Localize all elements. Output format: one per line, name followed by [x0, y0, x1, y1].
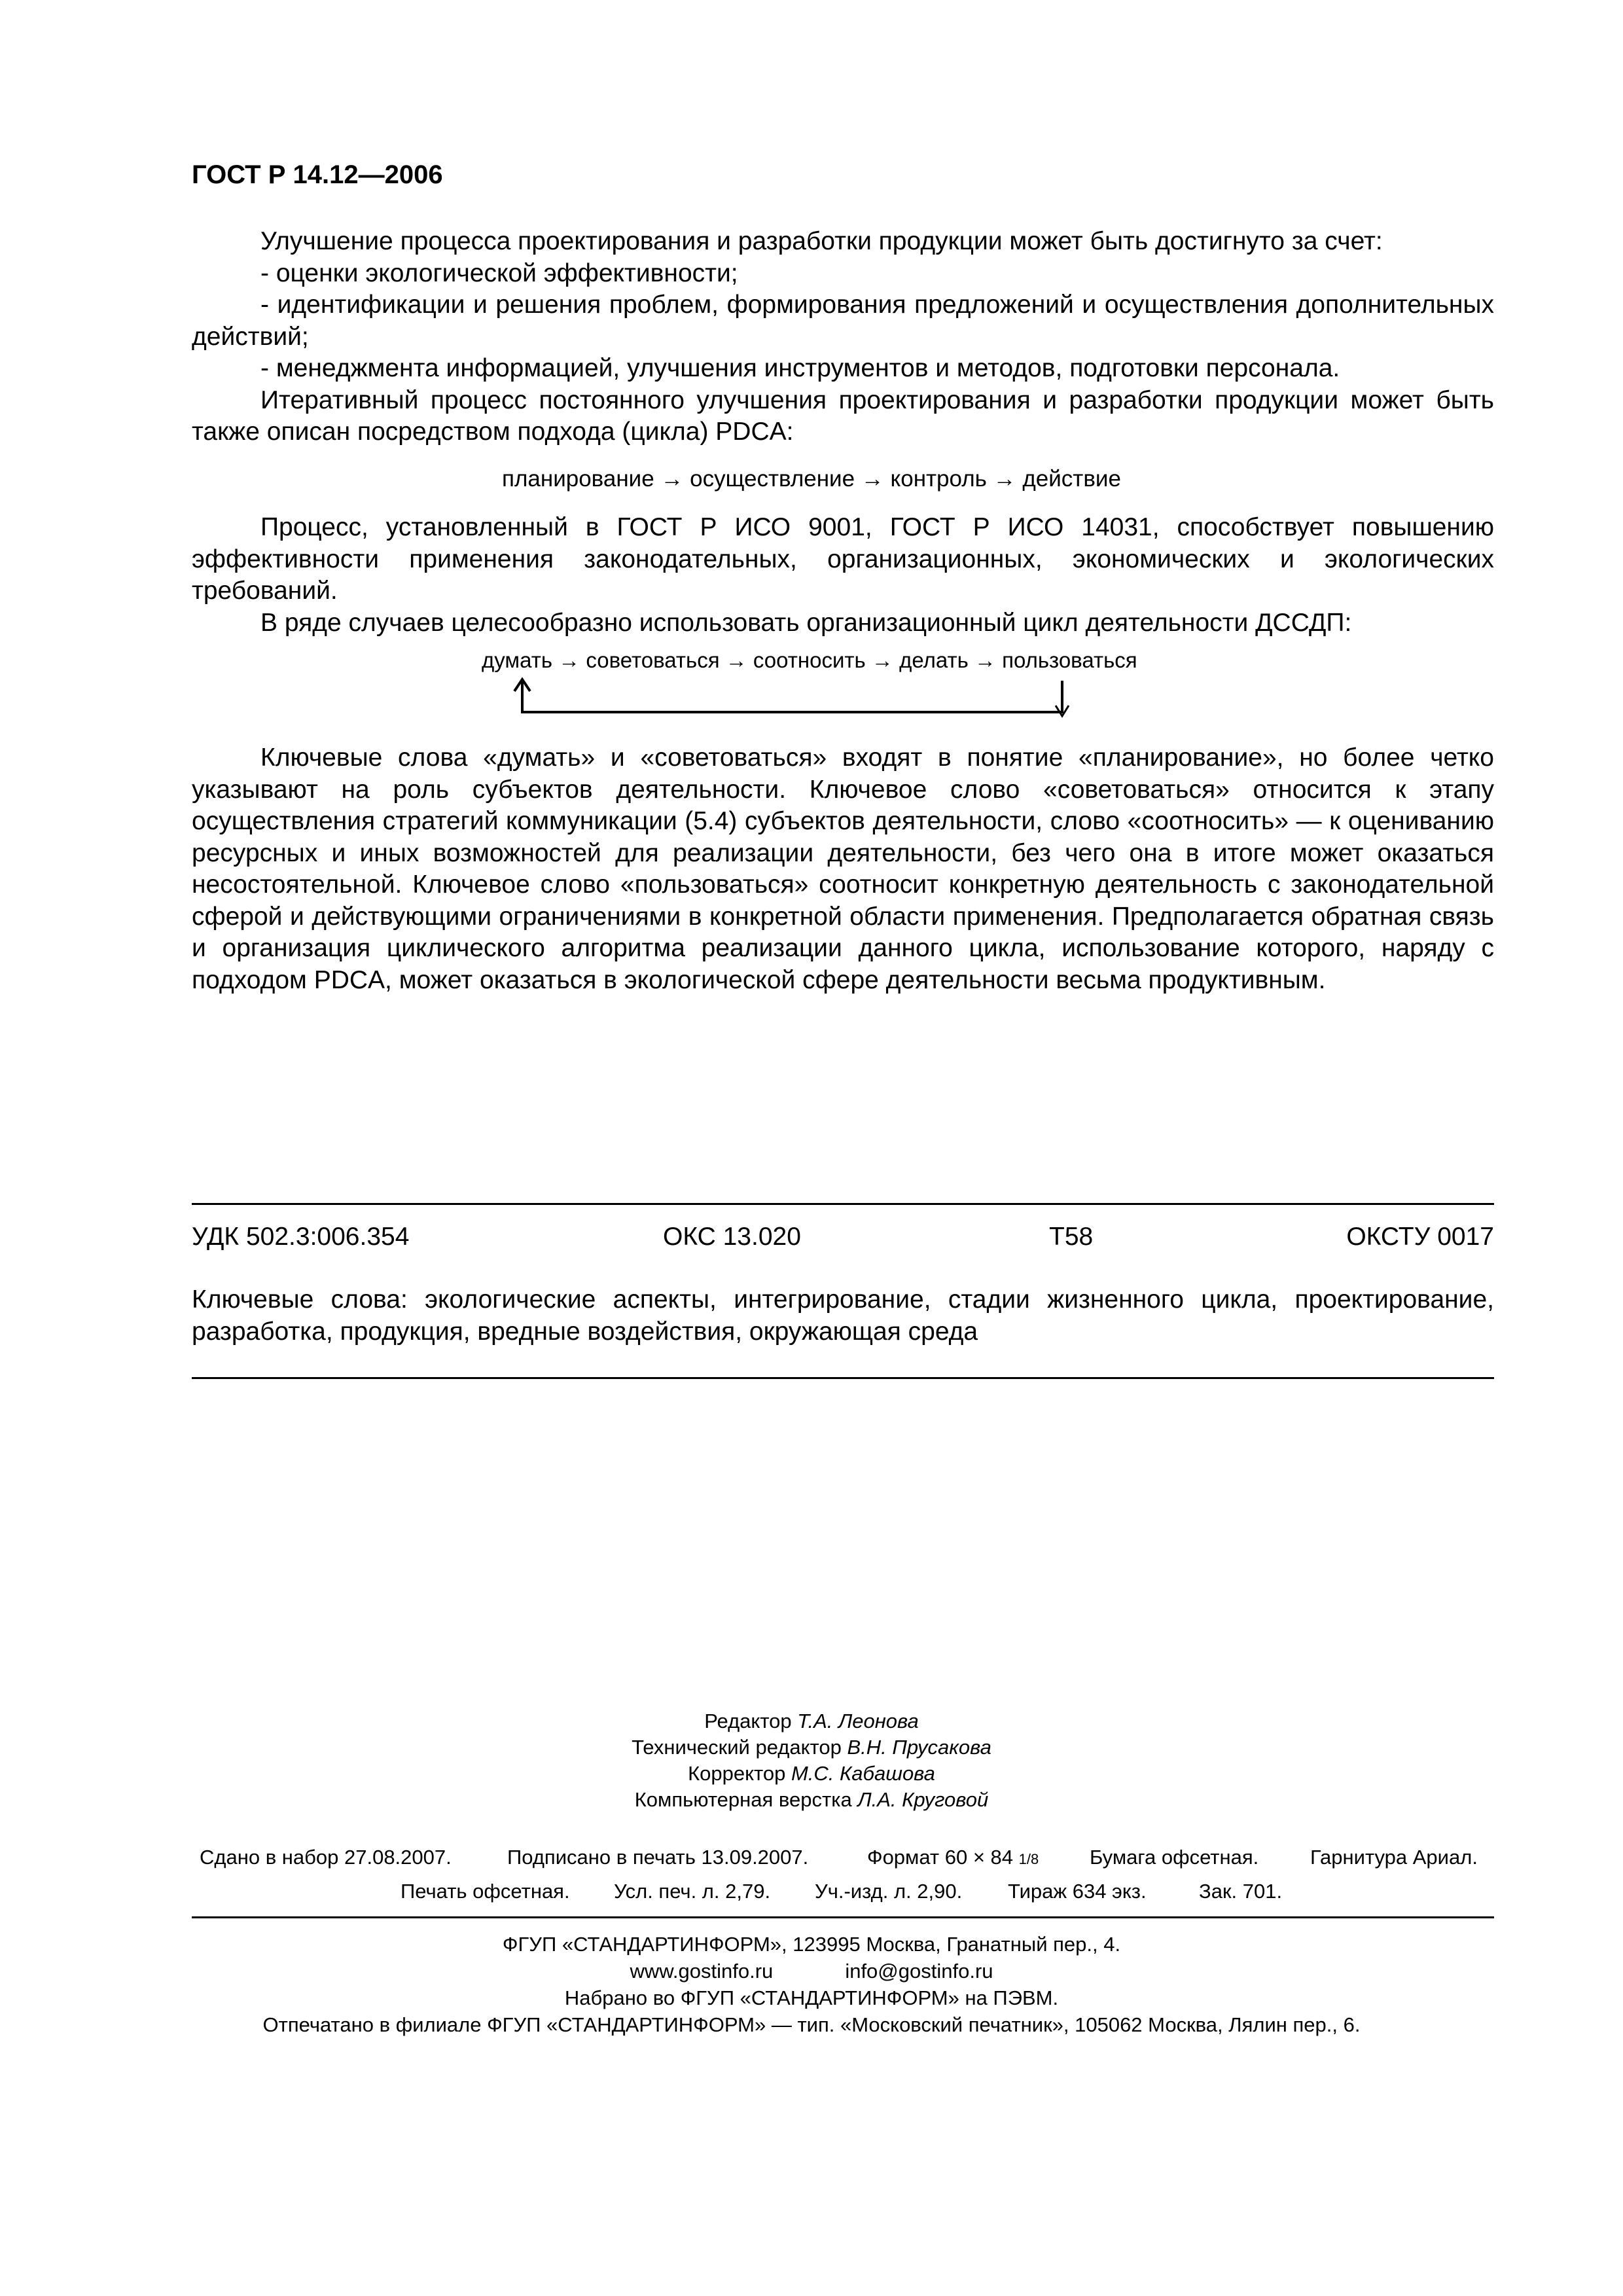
- format-info: Формат 60 × 84 1/8: [867, 1846, 1039, 1869]
- document-header: ГОСТ Р 14.12—2006: [192, 160, 443, 189]
- divider: [192, 1203, 1494, 1205]
- print-type: Печать офсетная.: [401, 1880, 570, 1903]
- pdca-flow: [0, 466, 1623, 492]
- explanation-paragraph: Ключевые слова «думать» и «советоваться» входят в понятие «планирование», но более четко указывают на роль субъектов деятельности. Ключевое слово «советоваться» относится к этапу осуществления стратегий коммуникации (5.4) субъектов деятельности, слово «соотносить» — к оцениванию ресурсных и иных возможностей для реализации деятельности, без чего она в итоге может оказаться несостоятельной. Ключевое слово «пользоваться» соотносит конкретную деятельность с законодательной сферой и действующими ограничениями в конкретной области применения. Предполагается обратная связь и организация циклического алгоритма реализации данного цикла, использование которого, наряду с подходом PDCA, может оказаться в экологической сфере деятельности весьма продуктивным.: [192, 744, 1494, 994]
- udk-code: УДК 502.3:006.354: [192, 1223, 410, 1251]
- arrow-right-icon: →: [993, 466, 1016, 492]
- arrow-right-icon: →: [725, 648, 747, 672]
- credits-block: [0, 1708, 1623, 1813]
- cycle-step-consult: советоваться: [586, 648, 720, 672]
- list-item-3: - менеджмента информацией, улучшения инструментов и методов, подготовки персонала.: [260, 354, 1340, 382]
- pdca-step-plan: планирование: [502, 466, 654, 492]
- pdca-step-act: действие: [1022, 466, 1121, 492]
- publisher-website: www.gostinfo.ru: [630, 1960, 774, 1982]
- arrow-right-icon: →: [861, 466, 884, 492]
- pdca-intro-paragraph: Итеративный процесс постоянного улучшения проектирования и разработки продукции может быть также описан посредством подхода (цикла) PDCA:: [192, 386, 1494, 446]
- publication-sheets: Уч.-изд. л. 2,90.: [815, 1880, 963, 1903]
- arrow-right-icon: →: [871, 648, 893, 672]
- process-section: [192, 512, 1494, 639]
- credit-layout: Компьютерная верстка Л.А. Круговой: [634, 1788, 989, 1811]
- process-paragraph: Процесс, установленный в ГОСТ Р ИСО 9001, ГОСТ Р ИСО 14031, способствует повышению эффективности применения законодательных, организационных, экономических и экологических требований.: [192, 513, 1494, 605]
- publisher-contacts: [0, 1958, 1623, 1984]
- divider: [192, 1916, 1494, 1918]
- pdca-step-check: контроль: [890, 466, 987, 492]
- credit-editor: Редактор Т.А. Леонова: [704, 1710, 919, 1732]
- arrow-right-icon: →: [974, 648, 996, 672]
- keywords-line: Ключевые слова: экологические аспекты, интегрирование, стадии жизненного цикла, проектирование, разработка, продукция, вредные воздействия, окружающая среда: [192, 1285, 1494, 1346]
- divider: [192, 1377, 1494, 1379]
- intro-section: [192, 226, 1494, 448]
- cycle-step-do: делать: [899, 648, 969, 672]
- format-fraction: 1/8: [1018, 1851, 1039, 1867]
- oks-code: ОКС 13.020: [663, 1223, 801, 1251]
- feedback-loop-arrow: [482, 648, 1215, 723]
- print-run: Тираж 634 экз.: [1008, 1880, 1147, 1903]
- cycle-step-think: думать: [482, 648, 553, 672]
- credit-corrector: Корректор М.С. Кабашова: [688, 1762, 935, 1785]
- cycle-intro-paragraph: В ряде случаев целесообразно использовать организационный цикл деятельности ДССДП:: [260, 608, 1352, 637]
- explanation-section: [192, 742, 1494, 996]
- submitted-date: Сдано в набор 27.08.2007.: [200, 1846, 452, 1869]
- dssdp-cycle-diagram: [482, 648, 1215, 723]
- publisher-block: [0, 1931, 1623, 2038]
- signed-date: Подписано в печать 13.09.2007.: [507, 1846, 809, 1869]
- publisher-address: ФГУП «СТАНДАРТИНФОРМ», 123995 Москва, Гранатный пер., 4.: [502, 1933, 1121, 1956]
- publisher-email: info@gostinfo.ru: [845, 1960, 993, 1982]
- pdca-step-do: осуществление: [690, 466, 855, 492]
- typeset-note: Набрано во ФГУП «СТАНДАРТИНФОРМ» на ПЭВМ.: [564, 1986, 1059, 2009]
- arrow-right-icon: →: [660, 466, 684, 492]
- printing-note: Отпечатано в филиале ФГУП «СТАНДАРТИНФОРМ» — тип. «Московский печатник», 105062 Москва, Лялин пер., 6.: [262, 2013, 1361, 2036]
- cycle-step-correlate: соотносить: [753, 648, 866, 672]
- cycle-step-use: пользоваться: [1002, 648, 1137, 672]
- typeface: Гарнитура Ариал.: [1310, 1846, 1478, 1869]
- list-item-1: - оценки экологической эффективности;: [260, 259, 738, 287]
- arrow-right-icon: →: [558, 648, 580, 672]
- okstu-code: ОКСТУ 0017: [1346, 1223, 1494, 1251]
- t-code: Т58: [1049, 1223, 1094, 1251]
- credit-tech-editor: Технический редактор В.Н. Прусакова: [632, 1736, 991, 1759]
- paper-type: Бумага офсетная.: [1090, 1846, 1259, 1869]
- order-number: Зак. 701.: [1199, 1880, 1283, 1903]
- list-item-2: - идентификации и решения проблем, формирования предложений и осуществления дополнительных действий;: [192, 291, 1494, 351]
- intro-paragraph: Улучшение процесса проектирования и разработки продукции может быть достигнуто за счет:: [260, 227, 1383, 255]
- print-sheets: Усл. печ. л. 2,79.: [614, 1880, 771, 1903]
